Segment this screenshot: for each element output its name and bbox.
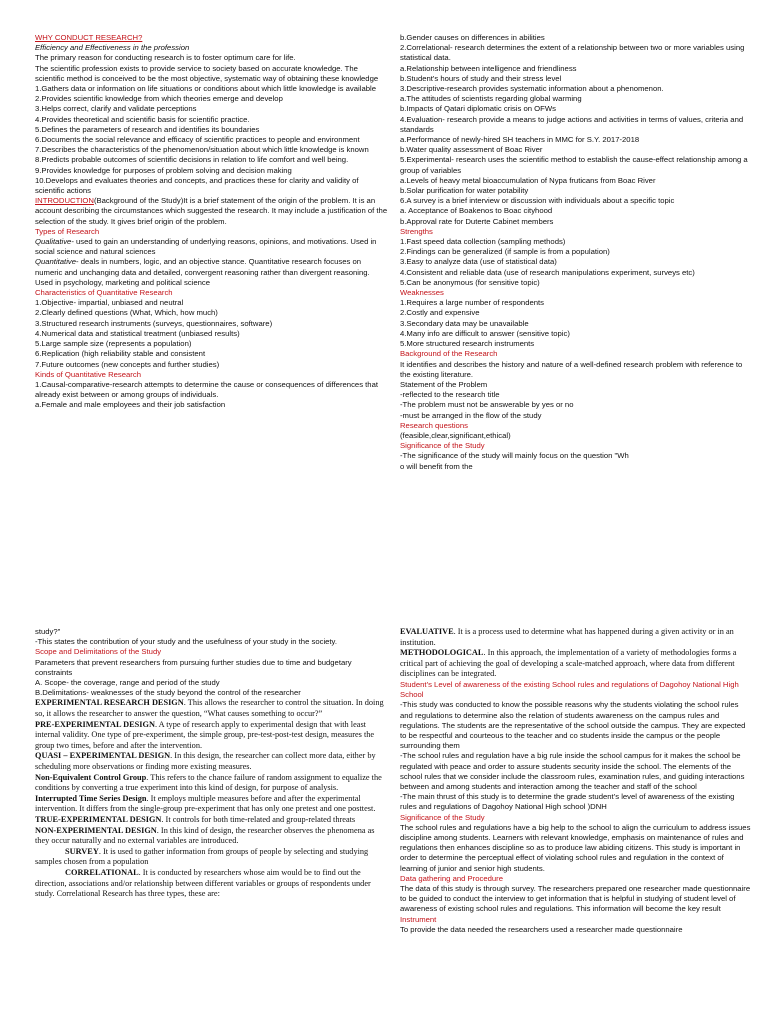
paragraph-text: 5.More structured research instruments [400,339,535,349]
paragraph-text: 3.Secondary data may be unavailable [400,318,529,328]
paragraph-lead: Interrupted Time Series Design [35,793,147,803]
paragraph-text: 2.Provides scientific knowledge from which theories emerge and develop [35,94,283,104]
paragraph-text: Characteristics of Quantitative Research [35,288,173,298]
paragraph [35,380,388,400]
paragraph [400,176,753,186]
paragraph-text: Statement of the Problem [400,379,488,389]
paragraph-lead: TRUE-EXPERIMENTAL DESIGN [35,814,162,824]
paragraph [35,339,388,349]
paragraph-text: 6.Documents the social relevance and efficacy of scientific practices to people and environment [35,135,360,145]
paragraph [400,329,753,339]
paragraph [400,648,753,680]
paragraph [35,329,388,339]
paragraph-text: The scientific profession exists to provide service to society based on accurate knowledge. The scientific method is conceived to be the most objective, systematic way of obtaining these knowledge [35,63,379,83]
paragraph-text: The data of this study is through survey. The researchers prepared one researcher made questionnaire to be guided to conduct the interview to get information that is helpful in studying of student level of awareness of existing school rules and regulations. This information will become the key result [400,884,751,914]
paragraph-text: 2.Correlational- research determines the extent of a relationship between two or more variables using statistical data. [400,43,745,63]
reviewer-column-bottom-right [400,627,753,935]
paragraph [35,815,388,826]
paragraph-text: -must be arranged in the flow of the study [400,410,542,420]
paragraph [35,308,388,318]
paragraph-text: 3.Easy to analyze data (use of statistical data) [400,257,557,267]
paragraph [400,411,753,421]
paragraph-lead: QUASI – EXPERIMENTAL DESIGN [35,751,171,761]
paragraph [35,370,388,380]
paragraph [35,155,388,165]
paragraph-text: . This allows the researcher to control the situation. In doing so, it allows the researcher to answer the question, “What causes something to occur?” [35,698,384,719]
paragraph [400,627,753,648]
paragraph [35,288,388,298]
paragraph [400,288,753,298]
paragraph [35,360,388,370]
paragraph [35,125,388,135]
paragraph [400,431,753,441]
paragraph [400,298,753,308]
paragraph [35,115,388,125]
paragraph-lead: Quantitative [35,257,77,267]
paragraph [400,915,753,925]
paragraph-text: 2.Findings can be generalized (if sample is from a population) [400,247,610,257]
paragraph-text: WHY CONDUCT RESEARCH? [35,33,143,42]
paragraph [400,451,753,461]
paragraph-text: 4.Provides theoretical and scientific basis for scientific practice. [35,114,250,124]
paragraph [400,823,753,874]
paragraph-lead: INTRODUCTION [35,196,94,206]
paragraph [400,155,753,175]
paragraph [35,647,388,657]
paragraph [35,43,388,53]
paragraph-lead: Qualitative [35,237,72,247]
paragraph-lead: NON-EXPERIMENTAL DESIGN [35,825,157,835]
paragraph [400,217,753,227]
paragraph [35,773,388,794]
paragraph [35,847,388,868]
paragraph-text: . It is used to gather information from groups of people by selecting and studying samples chosen from a population [35,846,369,867]
paragraph-text: Efficiency and Effectiveness in the profession [35,43,190,53]
paragraph-text: Student’s Level of awareness of the existing School rules and regulations of Dagohoy National High School [400,679,739,700]
paragraph [35,688,388,698]
paragraph [400,700,753,751]
paragraph [35,627,388,637]
paragraph-text: A. Scope- the coverage, range and period of the study [35,678,220,688]
paragraph-text: . It employs multiple measures before and after the experimental intervention. It differs from the single-group pre-experiment that has only one pretest and one posttest. [35,793,376,814]
paragraph [400,145,753,155]
paragraph-text: Instrument [400,914,437,924]
paragraph-text: . It is conducted by researchers whose aim would be to find out the direction, associations and/or relationship between different variables or groups of respondents under study. Correlational Research has three types, these are: [35,867,371,899]
paragraph [35,64,388,84]
paragraph-text: 6.A survey is a brief interview or discussion with individuals about a specific topic [400,196,675,206]
paragraph-text: b.Gender causes on differences in abilities [400,33,545,42]
paragraph [400,380,753,390]
paragraph [35,868,388,900]
paragraph-text: a.Female and male employees and their job satisfaction [35,400,226,410]
paragraph [35,349,388,359]
paragraph-text: B.Delimitations- weaknesses of the study beyond the control of the researcher [35,688,301,698]
paragraph [400,390,753,400]
paragraph-text: Weaknesses [400,288,444,298]
paragraph-text: study?" [35,627,61,636]
paragraph [400,360,753,380]
paragraph-text: -The significance of the study will mainly focus on the question "Wh [400,451,629,461]
paragraph [35,176,388,196]
paragraph [35,84,388,94]
paragraph-text: b.Approval rate for Duterte Cabinet members [400,216,554,226]
paragraph-text: 1.Requires a large number of respondents [400,298,545,308]
paragraph [400,349,753,359]
paragraph-text: Background of the Research [400,349,498,359]
paragraph-text: 7.Future outcomes (new concepts and further studies) [35,359,220,369]
paragraph-text: 8.Predicts probable outcomes of scientific decisions in relation to life comfort and well being. [35,155,349,165]
paragraph-text: . This refers to the chance failure of random assignment to equalize the conditions by converting a true experiment into this kind of design, for purpose of analysis. [35,772,382,793]
paragraph [400,792,753,812]
reviewer-column-top-right [400,33,753,472]
paragraph-text: 10.Develops and evaluates theories and concepts, and practices these for clarity and validity of scientific actions [35,175,359,196]
paragraph [35,53,388,63]
paragraph-text: 2.Costly and expensive [400,308,480,318]
paragraph [400,874,753,884]
paragraph-text: -This states the contribution of your study and the usefulness of your study in the society. [35,637,337,647]
paragraph [35,237,388,257]
paragraph [400,751,753,792]
paragraph-text: Scope and Delimitations of the Study [35,647,162,657]
paragraph [400,813,753,823]
paragraph-lead: PRE-EXPERIMENTAL DESIGN [35,719,155,729]
paragraph-text: 5.Can be anonymous (for sensitive topic) [400,277,540,287]
paragraph [35,298,388,308]
paragraph [400,278,753,288]
paragraph [400,186,753,196]
paragraph-text: b.Impacts of Qatari diplomatic crisis on OFWs [400,104,556,114]
paragraph [400,400,753,410]
paragraph-text: It identifies and describes the history and nature of a well-defined research problem with reference to the existing literature. [400,359,743,379]
paragraph-text: 3.Descriptive-research provides systematic information about a phenomenon. [400,84,664,94]
paragraph [35,166,388,176]
paragraph [400,308,753,318]
paragraph-text: Strengths [400,226,433,236]
reviewer-column-top-left [35,33,388,411]
paragraph [400,84,753,94]
paragraph-lead: SURVEY [65,846,99,856]
paragraph [35,751,388,772]
paragraph-text: 4.Evaluation- research provide a means to judge actions and activities in terms of values, criteria and standards [400,114,744,134]
paragraph-text: b.Student's hours of study and their stress level [400,73,562,83]
paragraph-text: - deals in numbers, logic, and an objective stance. Quantitative research focuses on numeric and unchanging data and detailed, convergent reasoning rather than divergent reasoning. Used in psychology, marketing and political science [35,257,370,287]
paragraph [400,268,753,278]
paragraph [35,678,388,688]
paragraph-text: Research questions [400,420,468,430]
paragraph-text: -The main thrust of this study is to determine the grade student’s level of awareness of the existing rules and regulations of Dagohoy National High school )DNH [400,792,735,812]
paragraph-text: 1.Gathers data or information on life situations or conditions about which little knowledge is available [35,84,377,94]
paragraph-text: 4.Numerical data and statistical treatment (unbiased results) [35,328,240,338]
paragraph [35,135,388,145]
paragraph-text: 1.Objective- impartial, unbiased and neutral [35,298,184,308]
paragraph [400,33,753,43]
paragraph [35,400,388,410]
paragraph [400,884,753,915]
paragraph [400,339,753,349]
paragraph [400,680,753,700]
paragraph [35,720,388,752]
paragraph [35,94,388,104]
paragraph-text: Significance of the Study [400,441,485,451]
paragraph-text: a. Acceptance of Boakenos to Boac cityhood [400,206,553,216]
paragraph-text: 7.Describes the characteristics of the phenomenon/situation about which little knowledge is known [35,145,369,155]
paragraph-text: 5.Defines the parameters of research and identifies its boundaries [35,124,260,134]
paragraph-text: The school rules and regulations have a big help to the school to align the curriculum to address issues discipline among students. Learners with relevant knowledge, emphasis on maintenance of rules and regulations then enhances discipline so as to produce law abiding citizens. This study is important in order to determine the perceptual effect of violating school rules and regulation in the context of learning of junior and senior high students. [400,822,751,873]
paragraph-text: Parameters that prevent researchers from pursuing further studies due to time and budgetary constraints [35,657,352,677]
paragraph-text: 6.Replication (high reliability stable and consistent [35,349,206,359]
paragraph [400,227,753,237]
paragraph-lead: EXPERIMENTAL RESEARCH DESIGN [35,698,184,708]
paragraph-text: -The problem must not be answerable by yes or no [400,400,574,410]
paragraph-text: o will benefit from the [400,461,473,471]
paragraph [400,206,753,216]
paragraph-text: 3.Structured research instruments (surveys, questionnaires, software) [35,318,273,328]
paragraph [35,227,388,237]
paragraph [400,43,753,63]
paragraph [35,196,388,227]
paragraph-text: 1.Fast speed data collection (sampling methods) [400,237,566,247]
paragraph-text: 3.Helps correct, clarify and validate perceptions [35,104,197,114]
paragraph [400,104,753,114]
paragraph [35,637,388,647]
paragraph-text: (feasible,clear,significant,ethical) [400,430,511,440]
paragraph [400,319,753,329]
paragraph-lead: METHODOLOGICAL [400,648,484,658]
paragraph-text: a.Performance of newly-hired SH teachers in MMC for S.Y. 2017-2018 [400,135,640,145]
paragraph [35,698,388,719]
paragraph [35,658,388,678]
paragraph [400,64,753,74]
paragraph [400,94,753,104]
paragraph-lead: EVALUATIVE [400,627,454,636]
paragraph [35,319,388,329]
paragraph-text: a.The attitudes of scientists regarding global warming [400,94,582,104]
reviewer-column-bottom-left [35,627,388,900]
paragraph-text: Types of Research [35,226,100,236]
paragraph-lead: Non-Equivalent Control Group [35,772,147,782]
paragraph [400,421,753,431]
paragraph-text: 9.Provides knowledge for purposes of problem solving and decision making [35,165,292,175]
paragraph-text: 5.Experimental- research uses the scientific method to establish the cause-effect relationship among a group of variables [400,155,748,175]
paragraph [35,826,388,847]
paragraph-text: 2.Clearly defined questions (What, Which, how much) [35,308,218,318]
paragraph-text: 4.Many info are difficult to answer (sensitive topic) [400,328,570,338]
paragraph-text: . In this design, the researcher can collect more data, either by scheduling more observations or finding more existing measures. [35,751,376,771]
paragraph-lead: CORRELATIONAL [65,867,139,877]
paragraph-text: a.Relationship between intelligence and friendliness [400,63,577,73]
paragraph [400,247,753,257]
paragraph [400,462,753,472]
paragraph [400,925,753,935]
paragraph-text: Significance of the Study [400,812,485,822]
paragraph [35,794,388,815]
paragraph-text: To provide the data needed the researchers used a researcher made questionnaire [400,924,683,934]
paragraph [35,104,388,114]
paragraph [400,115,753,135]
paragraph-text: 5.Large sample size (represents a population) [35,339,192,349]
paragraph-text: 4.Consistent and reliable data (use of research manipulations experiment, surveys etc) [400,267,695,277]
paragraph-text: . In this kind of design, the researcher observes the phenomena as they occur naturally and no external variables are introduced. [35,825,375,846]
paragraph-text: -The school rules and regulation have a big rule inside the school campus for it makes the school be regulated with peace and order to assure students security inside the school. The elements of the school rules that we consider include the classroom rules, examination rules, and guiding interactions between and among students and interaction among the teacher and staff of the school [400,751,745,791]
paragraph [35,33,388,43]
paragraph [400,237,753,247]
paragraph-text: b.Solar purification for water potability [400,186,529,196]
paragraph-text: - used to gain an understanding of underlying reasons, opinions, and motivations. Used in social science and natural sciences [35,237,377,257]
paragraph [400,74,753,84]
paragraph [400,441,753,451]
paragraph-text: b.Water quality assessment of Boac River [400,145,543,155]
paragraph-text: . It controls for both time-related and group-related threats [161,814,356,824]
paragraph-text: Data gathering and Procedure [400,873,503,883]
paragraph-text: -reflected to the research title [400,390,500,400]
paragraph-text: a.Levels of heavy metal bioaccumulation of Nypa fruticans from Boac River [400,175,656,185]
paragraph [400,135,753,145]
paragraph [35,145,388,155]
paragraph [35,257,388,288]
paragraph [400,196,753,206]
paragraph-text: The primary reason for conducting research is to foster optimum care for life. [35,53,296,63]
paragraph-text: (Background of the Study)It is a brief statement of the origin of the problem. It is an account describing the circumstances which suggested the research. It may include a justification of the selection of the study. It gives brief origin of the problem. [35,196,388,226]
paragraph [400,257,753,267]
paragraph-text: -This study was conducted to know the possible reasons why the students violating the school rules and regulations to determine also the relation of students awareness on the campus rules and regulations. The students are the representative of the school outside the campus. They are expected to be respectful and courteous to the teacher and co students inside the campus or the people surrounding them [400,700,746,751]
paragraph-text: 1.Causal-comparative-research attempts to determine the cause or consequences of differences that already exist between or among groups of individuals. [35,379,378,400]
paragraph-text: . It is a process used to determine what has happened during a given activity or in an institution. [400,627,734,647]
paragraph-text: . A type of research apply to experimental design that with least internal validity. One type of pre-experiment, the simple group, pre-test-post-test design, measures the group two times, before and after the intervention. [35,719,375,750]
paragraph-text: Kinds of Quantitative Research [35,369,141,379]
paragraph-text: . In this approach, the implementation of a variety of methodologies forms a critical part of achieving the goal of developing a scale-matched approach, where data from different disciplines can be integrated. [400,648,737,679]
